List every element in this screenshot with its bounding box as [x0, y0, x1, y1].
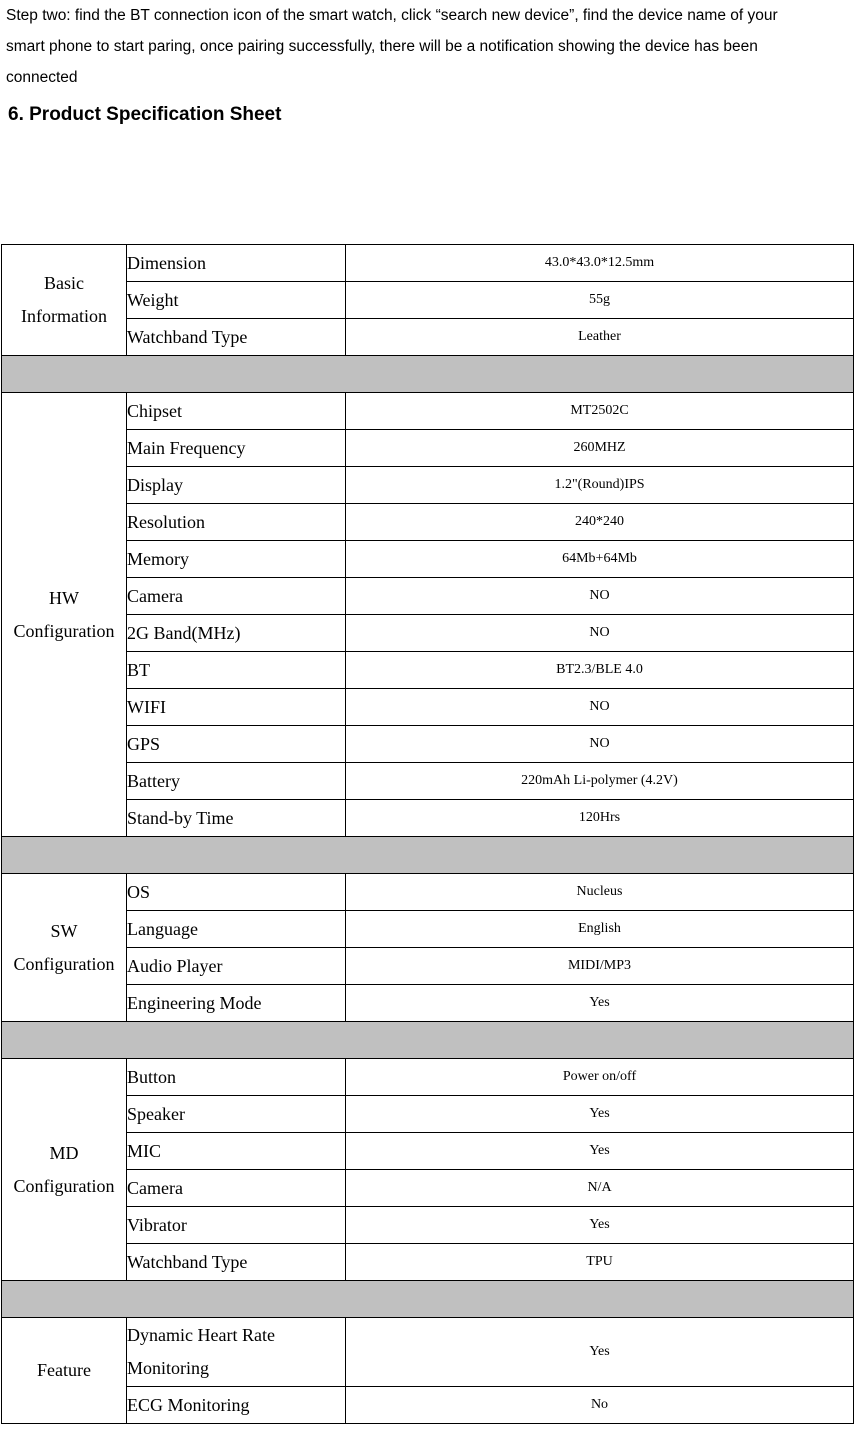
table-row	[2, 504, 854, 541]
table-row	[2, 615, 854, 652]
spec-value: MIDI/MP3	[346, 948, 854, 985]
table-row	[2, 874, 854, 911]
spec-item: Camera	[127, 1170, 346, 1207]
group-label-basic	[2, 245, 127, 356]
spec-item: Button	[127, 1059, 346, 1096]
table-row	[2, 393, 854, 430]
table-row	[2, 911, 854, 948]
spec-value: BT2.3/BLE 4.0	[346, 652, 854, 689]
group-label-line: Configuration	[13, 620, 115, 641]
spec-value: 120Hrs	[346, 800, 854, 837]
table-row	[2, 1096, 854, 1133]
spec-value: NO	[346, 578, 854, 615]
spec-item: 2G Band(MHz)	[127, 615, 346, 652]
spec-item: Watchband Type	[127, 319, 346, 356]
table-row	[2, 1318, 854, 1387]
spec-item: Audio Player	[127, 948, 346, 985]
spec-value: Yes	[346, 1096, 854, 1133]
section-heading: 6. Product Specification Sheet	[8, 104, 282, 125]
spec-value: MT2502C	[346, 393, 854, 430]
spec-item: BT	[127, 652, 346, 689]
spec-value: 43.0*43.0*12.5mm	[346, 245, 854, 282]
spec-value: NO	[346, 615, 854, 652]
spec-item	[127, 1318, 346, 1387]
table-row	[2, 726, 854, 763]
spec-value: 240*240	[346, 504, 854, 541]
spec-item: Speaker	[127, 1096, 346, 1133]
spec-value: 1.2"(Round)IPS	[346, 467, 854, 504]
table-row	[2, 800, 854, 837]
separator-cell	[2, 1022, 854, 1059]
spec-value: 64Mb+64Mb	[346, 541, 854, 578]
spec-item-line: Monitoring	[127, 1358, 210, 1378]
spec-value: Yes	[346, 985, 854, 1022]
separator-row	[2, 837, 854, 874]
separator-cell	[2, 837, 854, 874]
spec-item: OS	[127, 874, 346, 911]
spec-item: Memory	[127, 541, 346, 578]
separator-row	[2, 1022, 854, 1059]
spec-table	[1, 244, 854, 1424]
spec-value: 220mAh Li-polymer (4.2V)	[346, 763, 854, 800]
spec-value: Power on/off	[346, 1059, 854, 1096]
spec-item: ECG Monitoring	[127, 1387, 346, 1424]
table-row	[2, 1387, 854, 1424]
table-row	[2, 467, 854, 504]
spec-value: 260MHZ	[346, 430, 854, 467]
separator-cell	[2, 356, 854, 393]
group-label-line: Configuration	[13, 1175, 115, 1196]
group-label-line: Basic	[44, 273, 84, 293]
spec-value: No	[346, 1387, 854, 1424]
table-row	[2, 245, 854, 282]
table-row	[2, 541, 854, 578]
table-row	[2, 1170, 854, 1207]
spec-item: Dimension	[127, 245, 346, 282]
table-row	[2, 652, 854, 689]
spec-item: Chipset	[127, 393, 346, 430]
group-label-line: MD	[49, 1142, 79, 1163]
spec-item: Main Frequency	[127, 430, 346, 467]
table-row	[2, 1244, 854, 1281]
spec-item: MIC	[127, 1133, 346, 1170]
table-row	[2, 282, 854, 319]
group-label-hw	[2, 393, 127, 837]
separator-cell	[2, 1281, 854, 1318]
spec-value: N/A	[346, 1170, 854, 1207]
spec-value: Leather	[346, 319, 854, 356]
spec-item: Engineering Mode	[127, 985, 346, 1022]
spec-value: Yes	[346, 1207, 854, 1244]
spec-item: Stand-by Time	[127, 800, 346, 837]
spec-value: Nucleus	[346, 874, 854, 911]
group-label-feature: Feature	[2, 1318, 127, 1424]
spec-item: Watchband Type	[127, 1244, 346, 1281]
table-row	[2, 689, 854, 726]
group-label-line: SW	[50, 920, 78, 941]
table-row	[2, 1133, 854, 1170]
spec-item: Camera	[127, 578, 346, 615]
table-row	[2, 430, 854, 467]
spec-item: GPS	[127, 726, 346, 763]
group-label-line: Information	[21, 306, 107, 326]
table-row	[2, 763, 854, 800]
table-row	[2, 985, 854, 1022]
spec-item-line: Dynamic Heart Rate	[127, 1325, 275, 1345]
spec-item: Vibrator	[127, 1207, 346, 1244]
spec-value: Yes	[346, 1318, 854, 1387]
table-row	[2, 578, 854, 615]
spec-item: Weight	[127, 282, 346, 319]
intro-line: Step two: find the BT connection icon of the smart watch, click “search new device”, find the device name of your	[6, 7, 778, 24]
group-label-md	[2, 1059, 127, 1281]
group-label-line: HW	[49, 587, 79, 608]
spec-item: Battery	[127, 763, 346, 800]
spec-item: WIFI	[127, 689, 346, 726]
spec-value: TPU	[346, 1244, 854, 1281]
intro-line: connected	[6, 69, 78, 86]
spec-value: NO	[346, 689, 854, 726]
group-label-sw	[2, 874, 127, 1022]
table-row	[2, 319, 854, 356]
group-label-line: Configuration	[13, 953, 115, 974]
spec-item: Resolution	[127, 504, 346, 541]
table-row	[2, 1207, 854, 1244]
spec-value: NO	[346, 726, 854, 763]
spec-value: 55g	[346, 282, 854, 319]
table-row	[2, 948, 854, 985]
intro-paragraph	[6, 0, 864, 93]
spec-value: Yes	[346, 1133, 854, 1170]
table-row	[2, 1059, 854, 1096]
spec-item: Display	[127, 467, 346, 504]
intro-line: smart phone to start paring, once pairing successfully, there will be a notification showing the device has been	[6, 38, 758, 55]
spec-item: Language	[127, 911, 346, 948]
separator-row	[2, 356, 854, 393]
separator-row	[2, 1281, 854, 1318]
spec-value: English	[346, 911, 854, 948]
